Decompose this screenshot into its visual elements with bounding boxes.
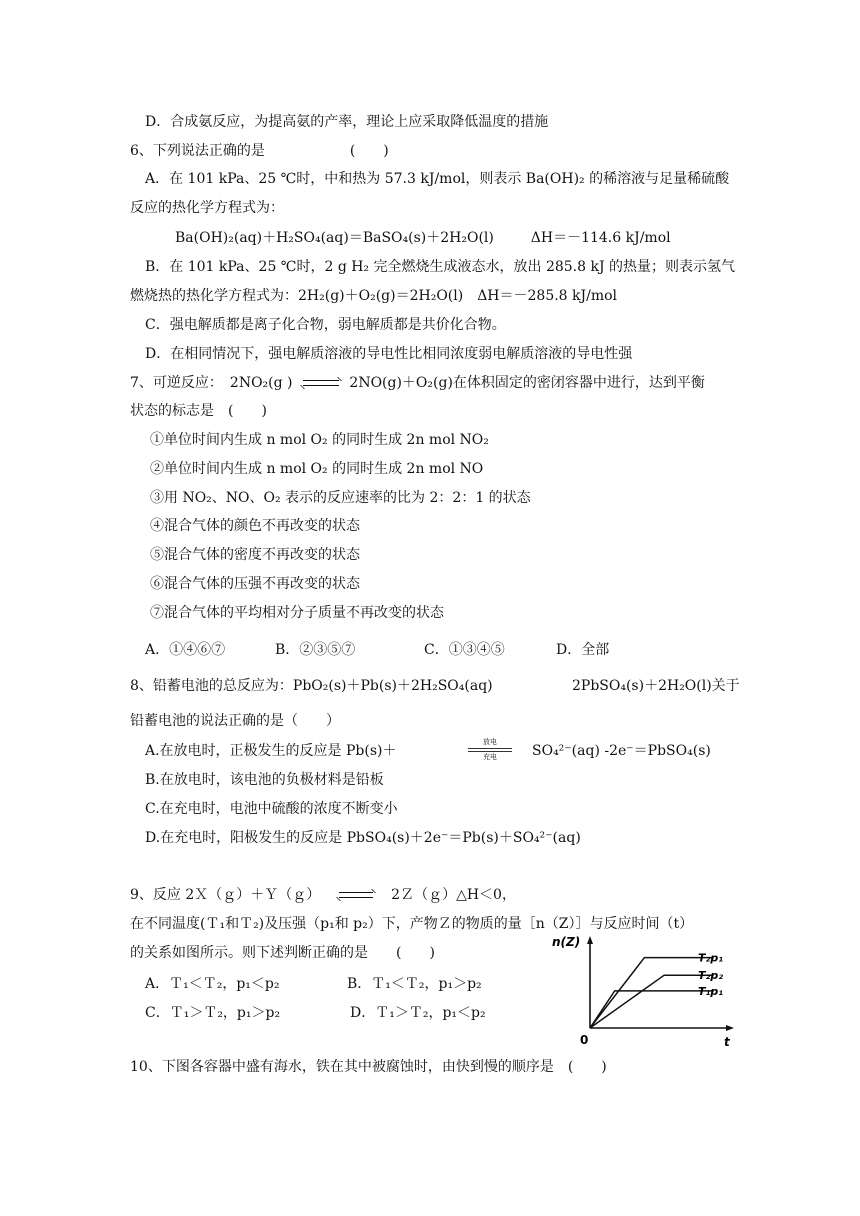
series-line-0 [590,958,714,1028]
q7-option-b: B．②③⑤⑦ [275,642,356,658]
charge-label: 充电 [483,753,497,761]
q9-stem-reactants: 9、反应 2Ｘ（ｇ）＋Ｙ（ｇ） [130,887,321,903]
q6-equation: Ba(OH)₂(aq)＋H₂SO₄(aq)＝BaSO₄(s)＋2H₂O(l) [175,230,494,246]
q9-stem-line3: 的关系如图所示。则下述判断正确的是 ( ) [130,945,435,961]
q8-stem-b: 2PbSO₄(s)＋2H₂O(l)关于 [572,678,740,694]
q9-option-d: D．Ｔ₁＞Ｔ₂，p₁＜p₂ [350,1005,486,1021]
q10-stem: 10、下图各容器中盛有海水，铁在其中被腐蚀时，由快到慢的顺序是 ( ) [130,1059,607,1075]
q9-chart [548,928,738,1050]
y-axis-arrow-icon [587,936,593,944]
q9-stem-products: 2Ｚ（ｇ）△H＜0， [391,887,516,903]
discharge-label: 放电 [483,738,497,746]
q6-stem-text: 6、下列说法正确的是 [130,143,265,159]
q7-item: ②单位时间内生成 n mol O₂ 的同时生成 2n mol NO [150,461,484,477]
origin-label: 0 [580,1033,589,1047]
q5-option-d: D．合成氨反应，为提高氨的产率，理论上应采取降低温度的措施 [145,114,549,130]
q9-option-b: B．Ｔ₁＜Ｔ₂，p₁＞p₂ [347,976,482,992]
q7-option-d: D．全部 [556,642,610,658]
q7-item: ①单位时间内生成 n mol O₂ 的同时生成 2n mol NO₂ [150,432,489,448]
q7-item: ④混合气体的颜色不再改变的状态 [150,518,360,534]
q9-option-a: A．Ｔ₁＜Ｔ₂，p₁＜p₂ [145,976,280,992]
series-label-0: T₂p₁ [698,951,724,965]
reversible-arrow-icon [303,377,339,389]
q6-option-a-line1: A．在 101 kPa、25 ℃时，中和热为 57.3 kJ/mol，则表示 Ba(OH)₂ 的稀溶液与足量稀硫酸 [145,171,730,187]
q7-stem-line2: 状态的标志是 ( ) [130,403,267,419]
q6-delta-h: ΔH＝－114.6 kJ/mol [530,230,671,246]
q7-item: ⑥混合气体的压强不再改变的状态 [150,576,360,592]
q8-option-a-right: SO₄²⁻(aq) -2e⁻＝PbSO₄(s) [532,743,711,759]
x-axis-label: t [724,1035,730,1049]
q6-option-b-line1: B．在 101 kPa、25 ℃时，2 g H₂ 完全燃烧生成液态水，放出 285.8 kJ 的热量；则表示氢气 [145,259,736,275]
q9-option-c: C．Ｔ₁＞Ｔ₂，p₁＞p₂ [145,1005,281,1021]
q7-option-c: C．①③④⑤ [424,642,505,658]
discharge-charge-arrow-icon [468,737,512,763]
q9-stem-line2: 在不同温度(Ｔ₁和Ｔ₂)及压强（p₁和 p₂）下，产物Ｚ的物质的量［n（Z）］与反应时间（t） [130,916,694,932]
q6-option-c: C．强电解质都是离子化合物，弱电解质都是共价化合物。 [145,317,506,333]
q6-option-a-line2: 反应的热化学方程式为： [130,200,284,216]
q6-option-b-line2: 燃烧热的热化学方程式为：2H₂(g)＋O₂(g)＝2H₂O(l) ΔH＝－285.8 kJ/mol [130,288,618,304]
q6-answer-blank: ( ) [349,143,389,159]
q8-option-b: B.在放电时，该电池的负极材料是铅板 [145,772,384,788]
q6-option-d: D．在相同情况下，强电解质溶液的导电性比相同浓度弱电解质溶液的导电性强 [145,346,633,362]
q6-stem [130,142,389,160]
q8-stem-line2: 铅蓄电池的说法正确的是（ ） [130,713,340,729]
q7-item: ⑤混合气体的密度不再改变的状态 [150,547,360,563]
x-axis-arrow-icon [726,1025,734,1031]
q8-option-c: C.在充电时，电池中硫酸的浓度不断变小 [145,801,398,817]
q9-stem [130,886,516,904]
series-line-1 [590,975,714,1028]
series-label-1: T₂p₂ [698,969,724,983]
q7-option-a: A．①④⑥⑦ [145,642,226,658]
q6-option-a-equation [175,229,671,247]
q8-option-a-left: A.在放电时，正极发生的反应是 Pb(s)＋ [145,743,397,759]
q7-item: ⑦混合气体的平均相对分子质量不再改变的状态 [150,605,444,621]
q7-item: ③用 NO₂、NO、O₂ 表示的反应速率的比为 2：2：1 的状态 [150,490,531,506]
q7-stem [130,374,705,392]
series-line-2 [590,991,714,1028]
q8-stem-a: 8、铅蓄电池的总反应为：PbO₂(s)＋Pb(s)＋2H₂SO₄(aq) [130,678,493,694]
reversible-arrow-icon [339,889,373,901]
q8-option-d: D.在充电时，阳极发生的反应是 PbSO₄(s)＋2e⁻＝Pb(s)＋SO₄²⁻(aq) [145,830,581,846]
series-label-2: T₁p₁ [698,984,724,998]
q7-stem-products: 2NO(g)＋O₂(g)在体积固定的密闭容器中进行，达到平衡 [349,375,705,391]
y-axis-label: n(Z) [552,935,581,949]
q7-stem-reactant: 7、可逆反应： 2NO₂(g ) [130,375,293,391]
